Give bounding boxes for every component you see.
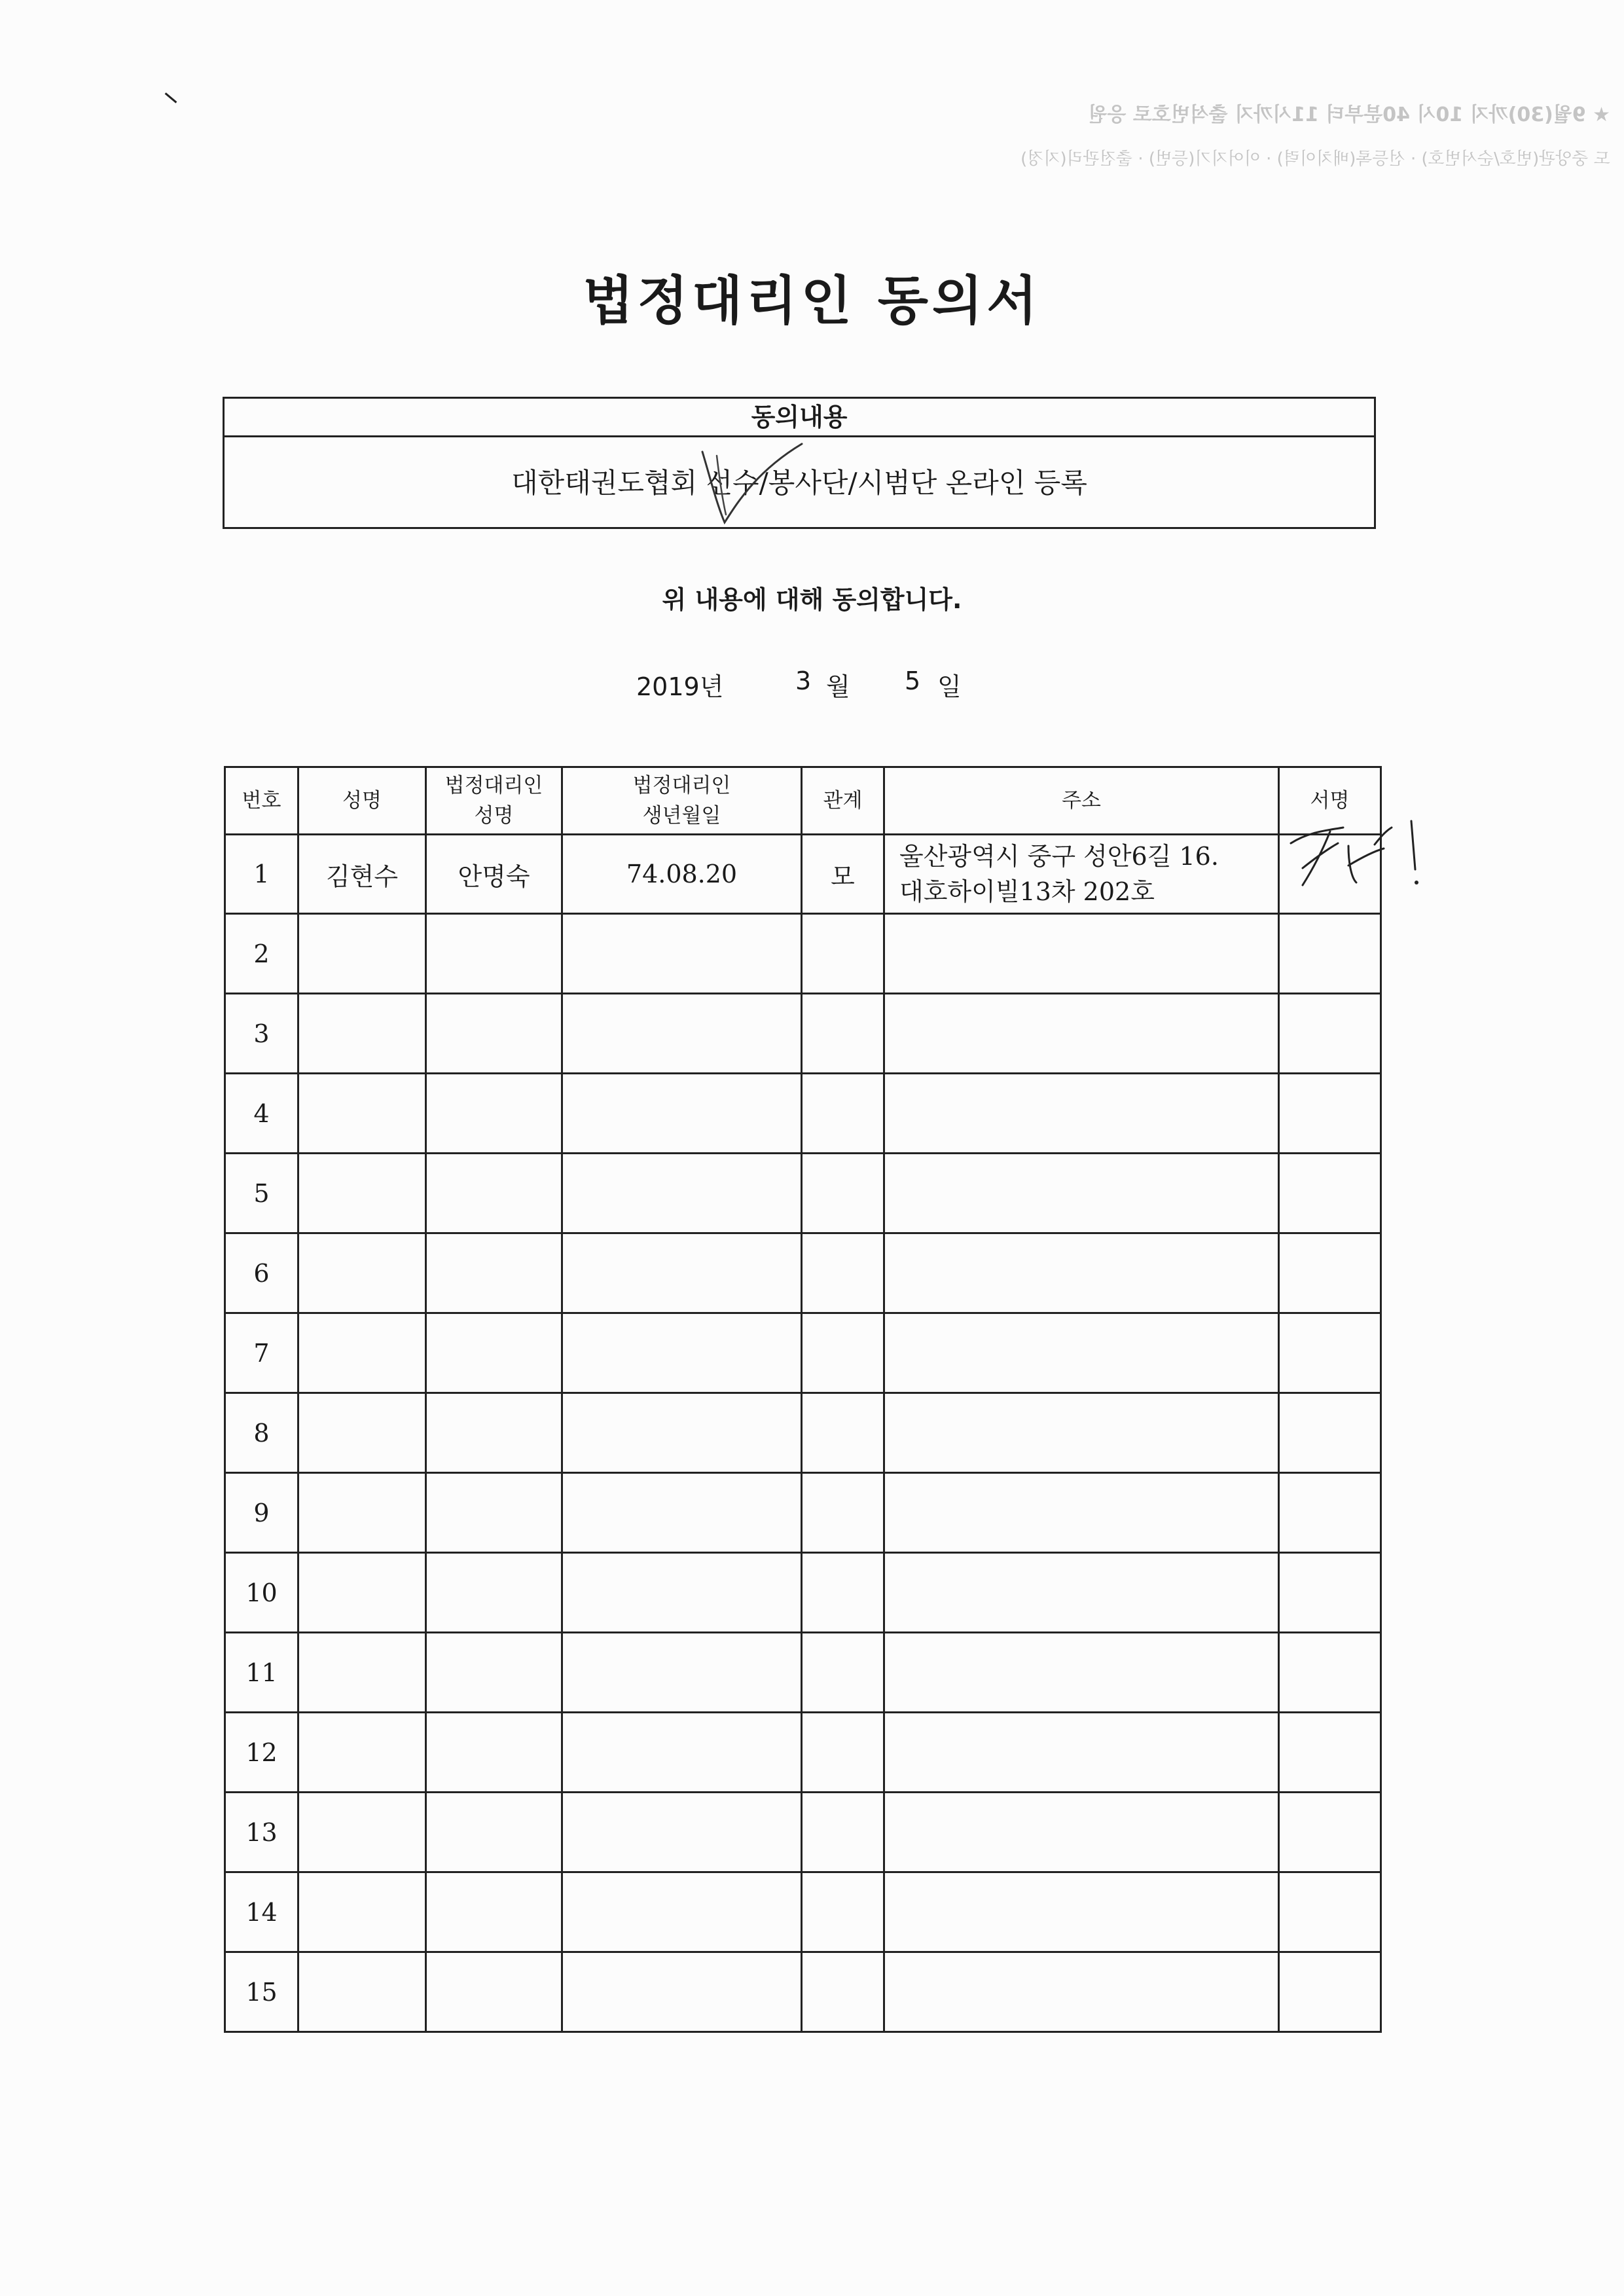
cell-number: 5 [225,1154,298,1233]
address-line-2: 대호하이빌13차 202호 [899,877,1155,906]
cell-number: 6 [225,1233,298,1313]
signature-image [1283,805,1434,903]
table-row [225,1633,1381,1713]
cell-number: 13 [225,1793,298,1872]
guardian-table [224,766,1382,2033]
table-row [225,1473,1381,1553]
page-title: 법정대리인 동의서 [583,270,1041,331]
consent-header: 동의내용 [225,399,1374,437]
cell-guardian-birth: 74.08.20 [562,835,802,914]
handwritten-check-icon [691,439,821,537]
table-row [225,1553,1381,1633]
agreement-statement: 위 내용에 대해 동의합니다. [662,585,962,614]
address-line-1: 울산광역시 중구 성안6길 16. [899,842,1219,871]
table-row [225,1952,1381,2032]
cell-number: 7 [225,1313,298,1393]
table-row [225,1074,1381,1154]
cell-number: 15 [225,1952,298,2032]
table-row [225,1393,1381,1473]
cell-number: 12 [225,1713,298,1793]
bleed-line-2: 도 중앙관(번호/순서번호) · 선등록(배치이력) · 이어지기(등번) · 출전관리(지정) [1020,149,1610,169]
table-row [225,1793,1381,1872]
date-month-unit: 월 [826,672,850,701]
header-name: 성명 [298,767,426,835]
cell-number: 8 [225,1393,298,1473]
table-row [225,1313,1381,1393]
header-guardian-birth: 법정대리인 생년월일 [562,767,802,835]
date-day-unit: 일 [937,672,962,701]
cell-number: 11 [225,1633,298,1713]
cell-number: 14 [225,1872,298,1952]
header-address: 주소 [884,767,1279,835]
cell-number: 1 [225,835,298,914]
cell-relation: 모 [802,835,884,914]
table-row [225,914,1381,994]
header-relation: 관계 [802,767,884,835]
cell-guardian-name: 안명숙 [426,835,562,914]
cell-address [884,835,1279,914]
cell-name: 김현수 [298,835,426,914]
header-guardian-name: 법정대리인 성명 [426,767,562,835]
stray-mark [165,92,177,103]
cell-number: 9 [225,1473,298,1553]
bleed-line-1: ★ 9월(30)까지 10시 40분부터 11시까지 출석번호로 응원 [1088,103,1610,126]
table-header-row [225,767,1381,835]
date-day: 5 [905,666,921,695]
date-month: 3 [795,666,812,695]
date-year: 2019년 [636,672,724,701]
header-signature: 서명 [1279,767,1381,835]
cell-number: 4 [225,1074,298,1154]
table-row [225,1872,1381,1952]
cell-number: 2 [225,914,298,994]
cell-number: 3 [225,994,298,1074]
bleed-through-text [655,98,1610,170]
table-row [225,1713,1381,1793]
header-number: 번호 [225,767,298,835]
cell-number: 10 [225,1553,298,1633]
table-row [225,1233,1381,1313]
table-row [225,994,1381,1074]
table-row [225,835,1381,914]
consent-content: 대한태권도협회 선수/봉사단/시범단 온라인 등록 [511,467,1087,499]
table-row [225,1154,1381,1233]
